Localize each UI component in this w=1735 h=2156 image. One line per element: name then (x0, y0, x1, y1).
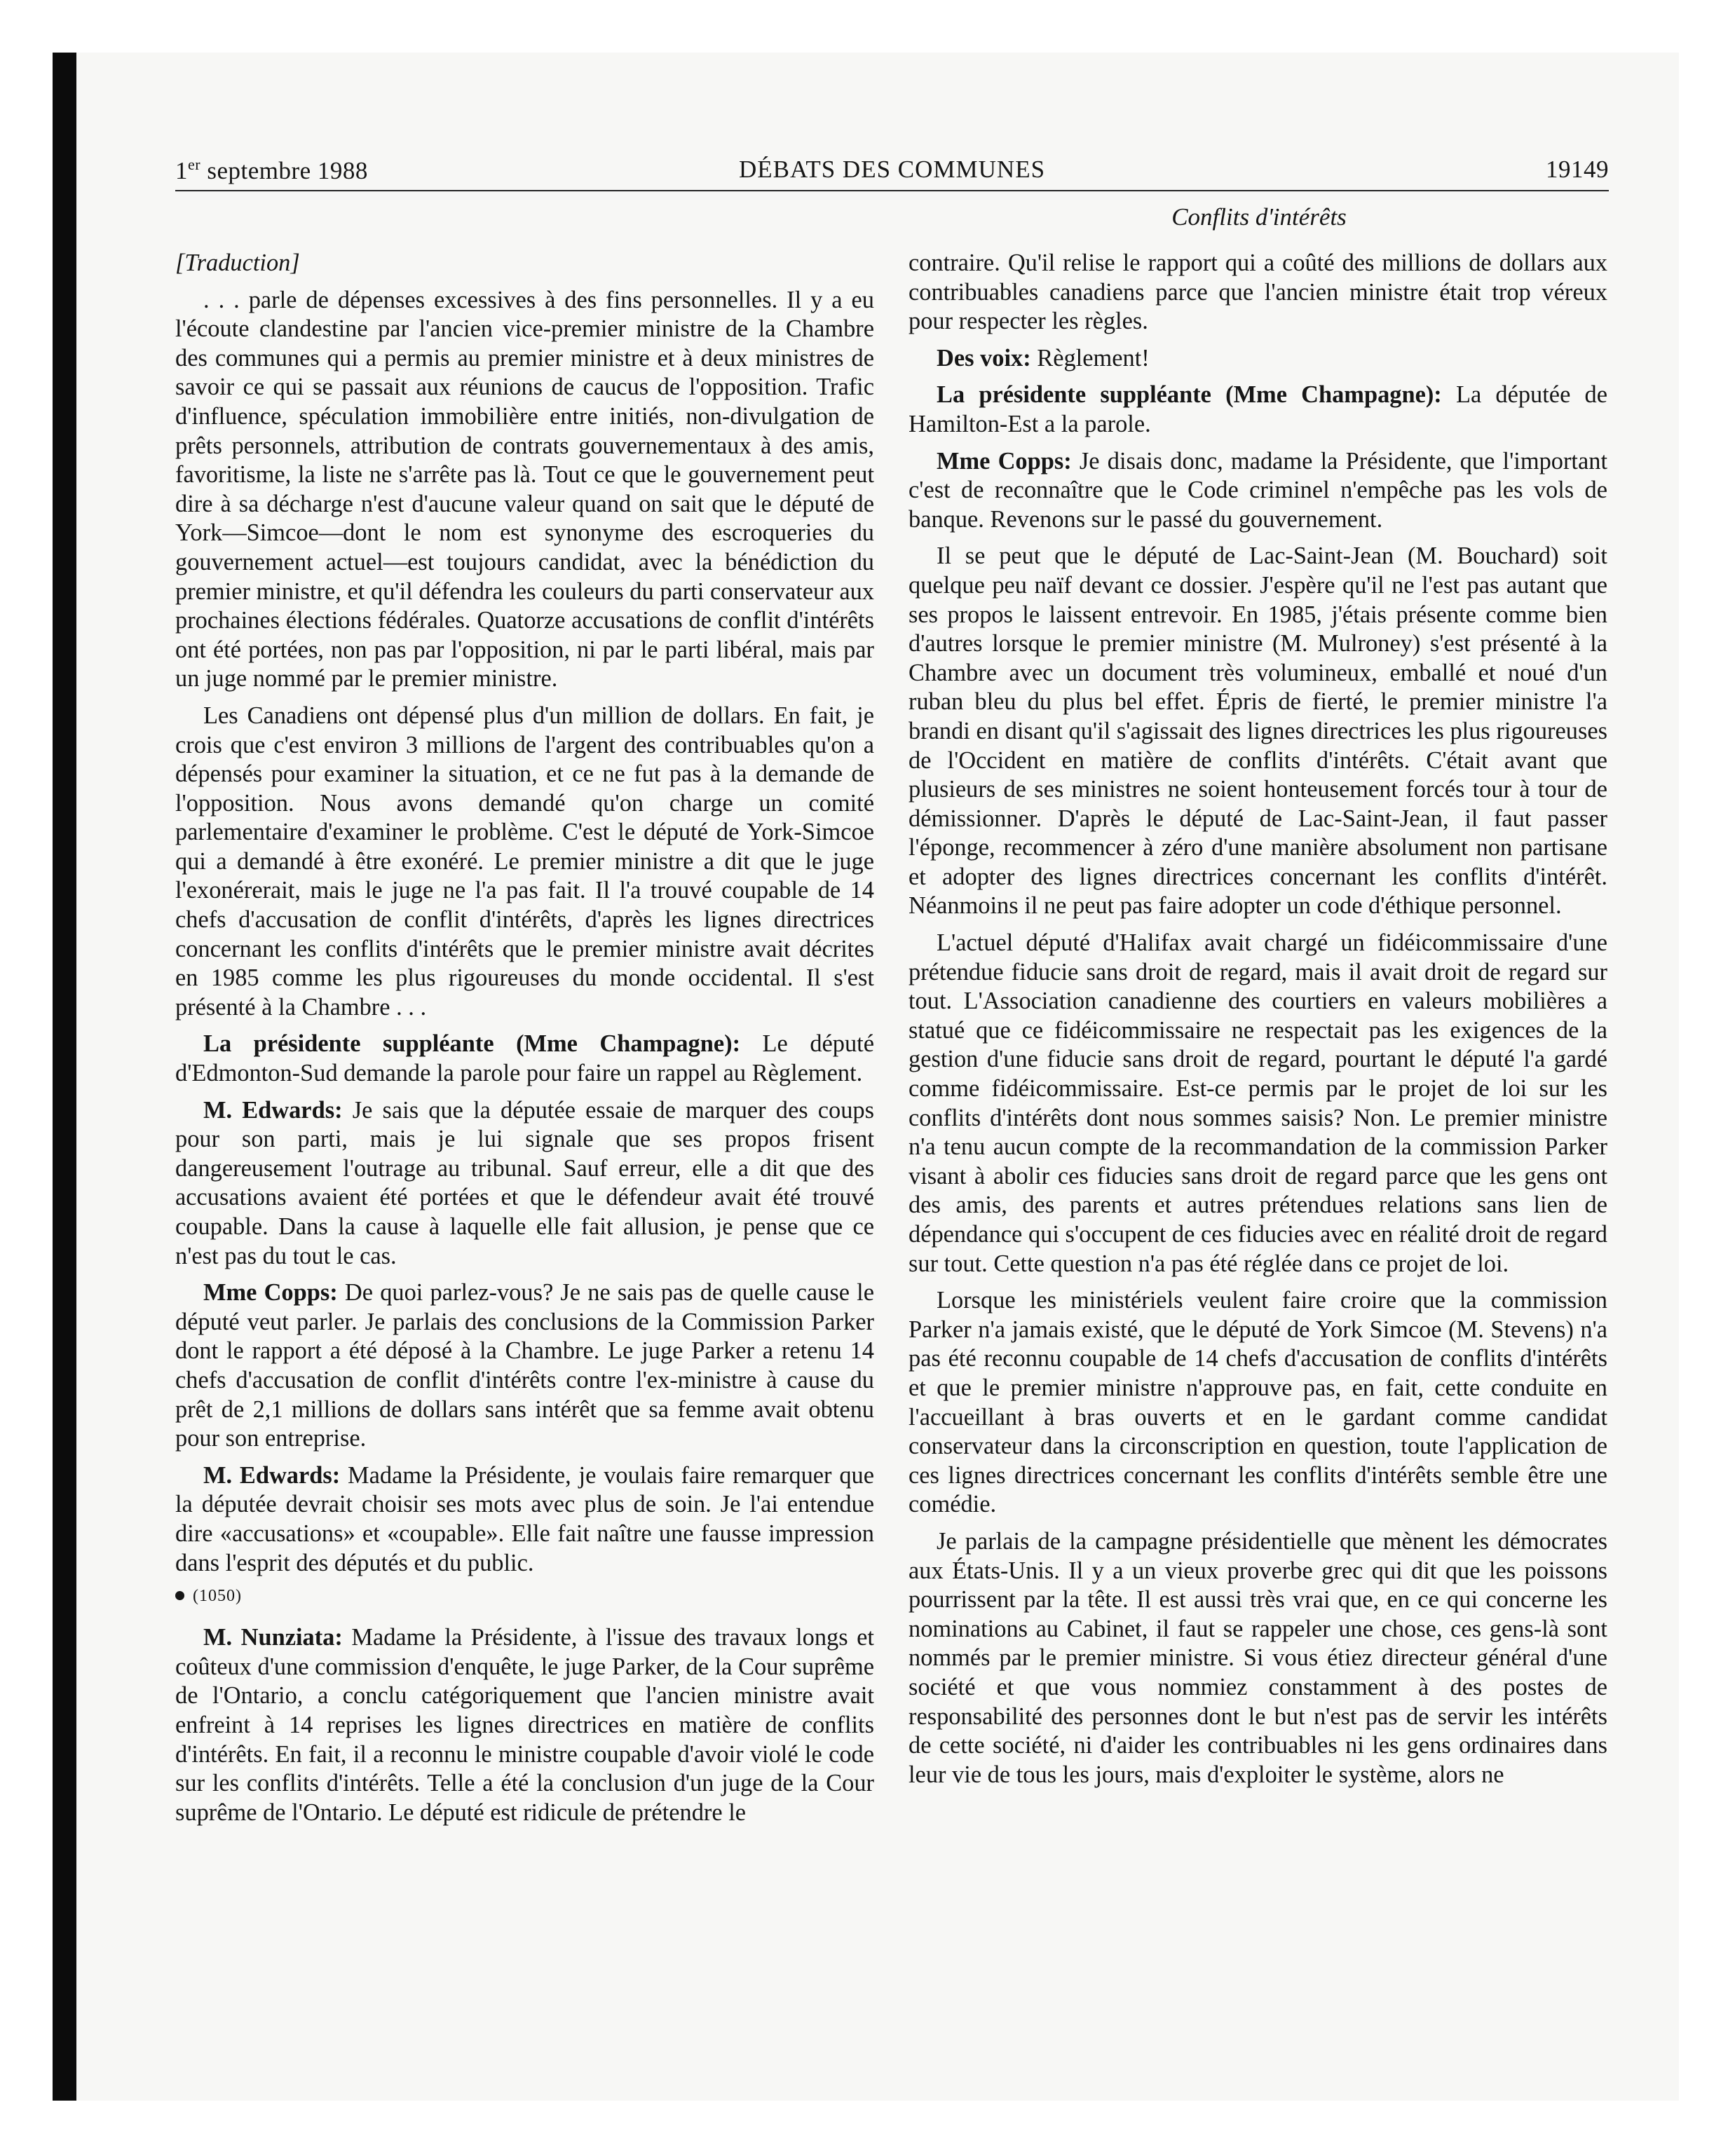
speaker-name: Mme Copps: (937, 447, 1072, 475)
time-marker (175, 1585, 874, 1606)
paragraph: Il se peut que le député de Lac-Saint-Jean (M. Bouchard) soit quelque peu naïf devant ce dossier. J'espère qu'il ne l'est pas autant que ses propos le laissent entrevoir. En 1985, j'étais présente comme bien d'autres lorsque le premier ministre (M. Mulroney) s'est présenté à la Chambre avec un document très volumineux, emballé et noué d'un ruban bleu du plus bel effet. Épris de fierté, le premier ministre l'a brandi en disant qu'il s'agissait des lignes directrices les plus rigoureuses de l'Occident en matière de conflits d'intérêts. C'était avant que plusieurs de ses ministres ne soient honteusement forcés tour à tour de démissionner. D'après le député de Lac-Saint-Jean, il faut passer l'éponge, recommencer à zéro d'une manière absolument non partisane et adopter des lignes directrices concernant les conflits d'intérêt. Néanmoins il ne peut pas faire adopter un code d'éthique personnel. (909, 543, 1607, 920)
speech-text: Je disais donc, madame la Présidente, que l'important c'est de reconnaître que le Code criminel n'empêche pas les vols de banque. Revenons sur le passé du gouvernement. (909, 447, 1608, 533)
speech-text: Le député d'Edmonton-Sud demande la parole pour faire un rappel au Règlement. (175, 1030, 874, 1087)
paragraph: Lorsque les ministériels veulent faire croire que la commission Parker n'a jamais existé, que le député de York Simcoe (M. Stevens) n'a pas été reconnu coupable de 14 chefs d'accusation de conflits d'intérêts et que le premier ministre n'approuve pas, en fait, cette conduite en l'accueillant à bras ouverts et en le gardant comme candidat conservateur dans la circonscription en question, toute l'application de ces lignes directrices concernant les conflits d'intérêts semble être une comédie. (909, 1287, 1607, 1518)
speaker-name: M. Edwards: (203, 1096, 343, 1124)
speech-text: Règlement! (1030, 344, 1150, 371)
paragraph: L'actuel député d'Halifax avait chargé un fidéicommissaire d'une prétendue fiducie sans droit de regard, mais il avait droit de regard sur tout. L'Association canadienne des courtiers en valeurs mobilières a statué que ce fidéicommissaire ne respectait pas les exigences de la gestion d'une fiducie sans droit de regard, pourtant le député l'a gardé comme fidéicommissaire. Est-ce permis par le projet de loi sur les conflits d'intérêts dont nous sommes saisis? Non. Le premier ministre n'a tenu aucun compte de la recommandation de la commission Parker visant à abolir ces fiducies sans droit de regard parce que les gens ont des amis, des parents et autres prétendues relations sans lien de dépendance qui s'occupent de ces fiducies avec en réalité droit de regard sur tout. Cette question n'a pas été réglée dans ce projet de loi. (909, 929, 1607, 1277)
speech-text: Je sais que la députée essaie de marquer des coups pour son parti, mais je lui signale que ses propos frisent dangereusement l'outrage au tribunal. Sauf erreur, elle a dit que des accusations avaient été portées et que le défendeur avait été trouvé coupable. Dans la cause à laquelle elle fait allusion, je pense que ce n'est pas du tout le cas. (175, 1096, 874, 1269)
speaker-name: M. Edwards: (203, 1461, 341, 1489)
speech-paragraph (175, 1030, 874, 1088)
speech-paragraph (175, 1623, 874, 1827)
speech-paragraph (909, 381, 1607, 439)
right-column (909, 249, 1607, 1797)
header-page-number: 19149 (1546, 156, 1609, 183)
speech-text: Madame la Présidente, je voulais faire remarquer que la députée devrait choisir ses mots avec plus de soin. Je l'ai entendue dire «accusations» et «coupable». Elle fait naître une fausse impression dans l'esprit des députés et du public. (175, 1461, 874, 1576)
speaker-name: M. Nunziata: (203, 1624, 343, 1651)
left-column (175, 249, 874, 1835)
paragraph: . . . parle de dépenses excessives à des fins personnelles. Il y a eu l'écoute clandestine par l'ancien vice-premier ministre de la Chambre des communes qui a permis au premier ministre et à deux ministres de savoir ce qui se passait aux réunions de caucus de l'opposition. Trafic d'influence, spéculation immobilière entre initiés, non-divulgation de prêts personnels, attribution de contrats gouvernementaux à des amis, favoritisme, la liste ne s'arrête pas là. Tout ce que le gouvernement peut dire à sa décharge n'est d'aucune valeur quand on sait que le député de York—Simcoe—dont le nom est synonyme des escroqueries du gouvernement actuel—est toujours candidat, avec la bénédiction du premier ministre, et qu'il défendra les couleurs du parti conservateur aux prochaines élections fédérales. Quatorze accusations de conflit d'intérêts ont été portées, non pas par l'opposition, ni par le parti libéral, mais par un juge nommé par le premier ministre. (175, 286, 874, 692)
speaker-name: La présidente suppléante (Mme Champagne): (937, 381, 1442, 409)
running-header (175, 156, 1609, 191)
speech-paragraph (175, 1278, 874, 1454)
speech-text: De quoi parlez-vous? Je ne sais pas de quelle cause le député veut parler. Je parlais des conclusions de la Commission Parker dont le rapport a été déposé à la Chambre. Le juge Parker a retenu 14 chefs d'accusation de conflit d'intérêts contre l'ex-ministre à cause du prêt de 2,1 millions de dollars sans intérêt que sa femme avait obtenu pour son entreprise. (175, 1279, 875, 1452)
speech-paragraph (909, 344, 1607, 374)
paragraph: contraire. Qu'il relise le rapport qui a coûté des millions de dollars aux contribuables canadiens parce que l'ancien ministre était trop véreux pour respecter les règles. (909, 250, 1607, 335)
header-journal-title: DÉBATS DES COMMUNES (738, 156, 1046, 183)
speech-paragraph (175, 1096, 874, 1271)
header-date: 1er septembre 1988 (175, 156, 368, 184)
paragraph: Les Canadiens ont dépensé plus d'un million de dollars. En fait, je crois que c'est environ 3 millions de l'argent des contribuables qu'on a dépensés pour examiner la situation, et ce ne fut pas à la demande de l'opposition. Nous avons demandé qu'on charge un comité parlementaire d'examiner le problème. C'est le député de York-Simcoe qui a demandé à être exonéré. Le premier ministre a dit que le juge l'exonérerait, mais le juge ne l'a pas fait. Il l'a trouvé coupable de 14 chefs d'accusation de conflit d'intérêts, d'après les lignes directrices concernant les conflits d'intérêts que le premier ministre avait décrites en 1985 comme les plus rigoureuses du monde occidental. Il s'est présenté à la Chambre . . . (175, 702, 874, 1021)
header-date-ordinal: er (188, 156, 201, 173)
speaker-name: Des voix: (937, 344, 1031, 371)
speech-paragraph (909, 447, 1607, 535)
speech-paragraph (175, 1461, 874, 1578)
header-date-text: septembre 1988 (200, 157, 368, 184)
speaker-name: Mme Copps: (203, 1279, 338, 1306)
speech-text: La députée de Hamilton-Est a la parole. (909, 381, 1607, 437)
header-rule (175, 190, 1609, 191)
speech-text: Madame la Présidente, à l'issue des travaux longs et coûteux d'une commission d'enquête, le juge Parker, de la Cour suprême de l'Ontario, a conclu catégoriquement que l'ancien ministre avait enfreint à 14 reprises les lignes directrices en matière de conflits d'intérêts. En fait, il a reconnu le ministre coupable d'avoir violé le code sur les conflits d'intérêts. Telle a été la conclusion d'un juge de la Cour suprême de l'Ontario. Le député est ridicule de prétendre le (175, 1624, 874, 1826)
paragraph: Je parlais de la campagne présidentielle que mènent les démocrates aux États-Unis. Il y a un vieux proverbe grec qui dit que les poissons pourrissent par la tête. Il est aussi très vrai que, en ce qui concerne les nominations au Cabinet, il faut se rappeler une chose, ces gens-là sont nommés par le premier ministre. Si vous étiez directeur général d'une société et que vous nommiez constamment à des postes de responsabilité des personnes dont le but n'est pas de servir les intérêts de cette société, ni d'aider les contribuables ni les gens ordinaires dans leur vie de tous les jours, mais d'exploiter le système, alors ne (909, 1527, 1607, 1788)
time-marker-text: (1050) (193, 1587, 242, 1606)
translation-tag: [Traduction] (175, 250, 300, 276)
bullet-icon (175, 1591, 184, 1600)
section-title: Conflits d'intérêts (1171, 203, 1347, 231)
scan-edge-bar (53, 53, 76, 2101)
speaker-name: La présidente suppléante (Mme Champagne): (203, 1030, 741, 1058)
